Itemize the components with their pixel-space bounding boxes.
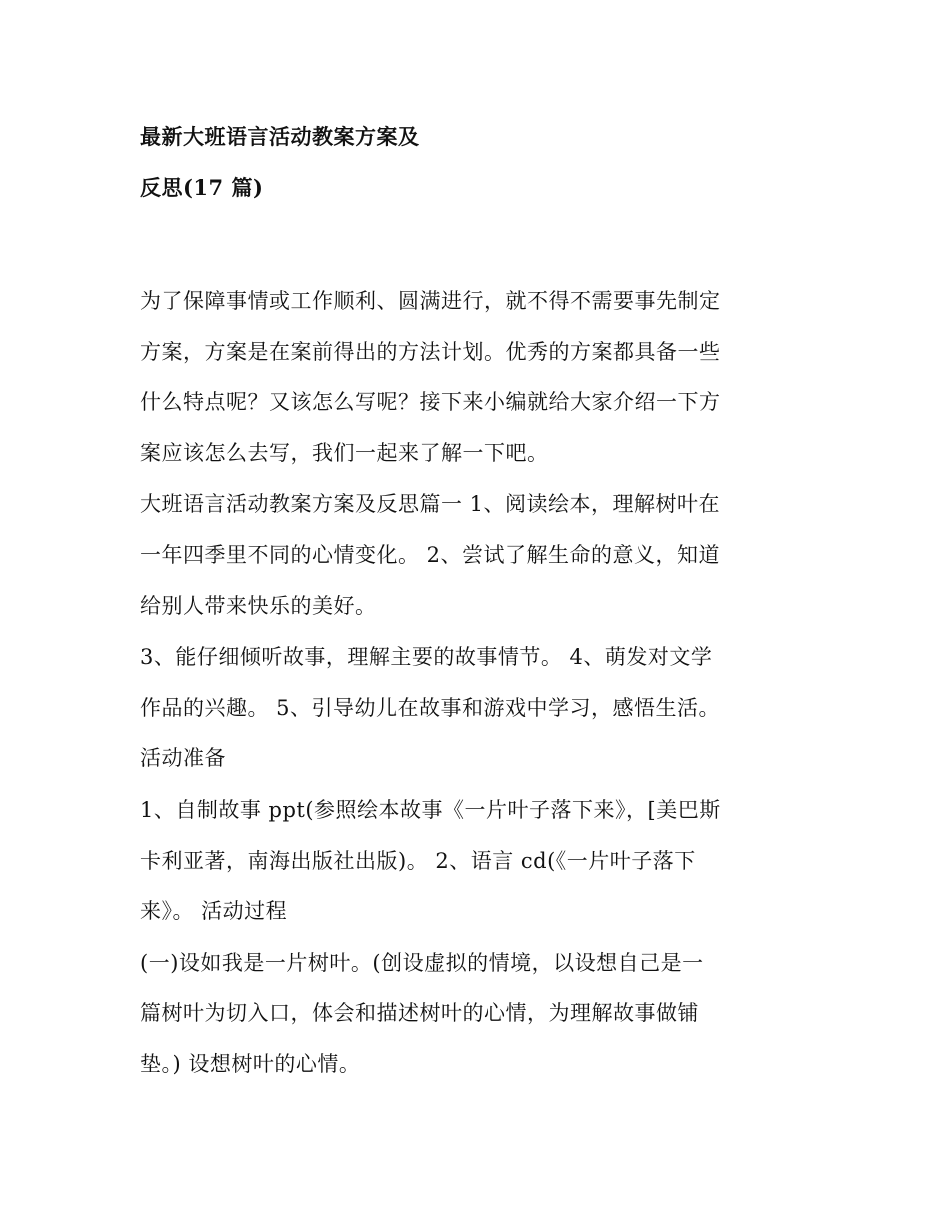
text-line: 为了保障事情或工作顺利、圆满进行，就不得不需要事先制定	[140, 289, 721, 313]
text-line: 垫。) 设想树叶的心情。	[140, 1051, 361, 1076]
text-line: 篇树叶为切入口，体会和描述树叶的心情，为理解故事做铺	[140, 1001, 699, 1026]
text-line: 来》。 活动过程	[140, 899, 288, 924]
process-paragraph	[140, 938, 830, 1090]
preparation-paragraph	[140, 785, 830, 937]
text-line: 方案，方案是在案前得出的方法计划。优秀的方案都具备一些	[140, 339, 721, 364]
text-line: 1、自制故事 ppt(参照绘本故事《一片叶子落下来》，[美巴斯	[140, 797, 721, 822]
intro-paragraph	[140, 276, 830, 478]
document-title	[140, 112, 820, 213]
text-line: 大班语言活动教案方案及反思篇一 1、阅读绘本，理解树叶在	[140, 492, 721, 517]
text-line: 卡利亚著，南海出版社出版)。 2、语言 cd(《一片叶子落下	[140, 848, 696, 873]
document-body	[140, 276, 830, 1091]
text-line: 3、能仔细倾听故事，理解主要的故事情节。 4、萌发对文学	[140, 645, 713, 670]
goals-paragraph-2	[140, 632, 830, 784]
text-line: 作品的兴趣。 5、引导幼儿在故事和游戏中学习，感悟生活。	[140, 695, 721, 720]
text-line: (一)设如我是一片树叶。(创设虚拟的情境，以设想自己是一	[140, 950, 704, 975]
title-line: 反思(17 篇)	[140, 174, 264, 200]
text-line: 给别人带来快乐的美好。	[140, 593, 377, 618]
section-heading: 活动准备	[140, 746, 226, 771]
text-line: 一年四季里不同的心情变化。 2、尝试了解生命的意义，知道	[140, 542, 721, 567]
text-line: 案应该怎么去写，我们一起来了解一下吧。	[140, 440, 549, 465]
title-line: 最新大班语言活动教案方案及	[140, 124, 420, 149]
goals-paragraph-1	[140, 479, 830, 631]
text-line: 什么特点呢？又该怎么写呢？接下来小编就给大家介绍一下方	[140, 390, 721, 415]
